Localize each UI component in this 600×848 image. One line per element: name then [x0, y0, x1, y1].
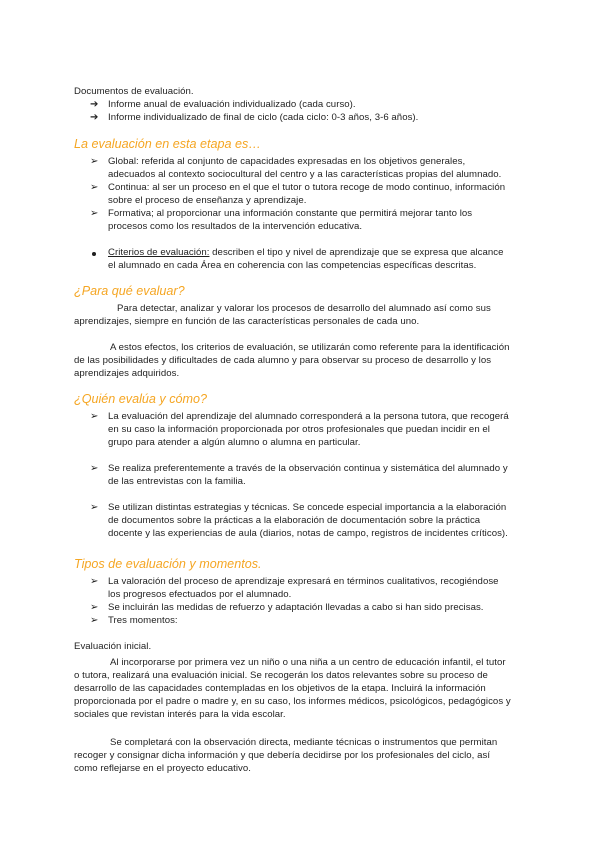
bullet-dot-icon	[92, 252, 96, 256]
list-item-line: docente y las experiencias de aula (diarios, notas de campo, registros de incidentes críticos).	[108, 528, 508, 539]
right-arrow-icon: ➔	[90, 99, 99, 110]
paragraph-line: Para detectar, analizar y valorar los procesos de desarrollo del alumnado así como sus	[117, 303, 491, 314]
triangle-arrow-icon: ➢	[90, 411, 99, 422]
section-heading: ¿Para qué evaluar?	[74, 284, 185, 298]
paragraph-line: aprendizajes adquiridos.	[74, 368, 180, 379]
paragraph-line: aprendizajes, siempre en función de las características personales de cada uno.	[74, 316, 420, 327]
paragraph-line: sociales que revistan interés para la vida escolar.	[74, 709, 286, 720]
list-item-line: Formativa; al proporcionar una información constante que permitirá mejorar tanto los	[108, 208, 473, 219]
paragraph-line: de las posibilidades y dificultades de cada alumno y para observar su proceso de desarrollo y los	[74, 355, 492, 366]
list-item-line: grupo para atender a algún alumno o alumna en particular.	[108, 437, 361, 448]
paragraph-line: Se completará con la observación directa, mediante técnicas o instrumentos que permitan	[110, 737, 498, 748]
criteria-label: Criterios de evaluación:	[108, 247, 210, 258]
list-item-line: de documentos sobre la prácticas a la elaboración de documentación sobre la práctica	[108, 515, 481, 526]
triangle-arrow-icon: ➢	[90, 156, 99, 167]
list-item-line: La evaluación del aprendizaje del alumnado corresponderá a la persona tutora, que recogerá	[108, 411, 509, 422]
subsection-title: Evaluación inicial.	[74, 641, 152, 652]
triangle-arrow-icon: ➢	[90, 502, 99, 513]
triangle-arrow-icon: ➢	[90, 576, 99, 587]
triangle-arrow-icon: ➢	[90, 602, 99, 613]
list-item-line: Se utilizan distintas estrategias y técnicas. Se concede especial importancia a la elaboración	[108, 502, 507, 513]
paragraph-line: como reflejarse en el proyecto educativo.	[74, 763, 251, 774]
paragraph-line: Al incorporarse por primera vez un niño o una niña a un centro de educación infantil, el tutor	[110, 657, 506, 668]
list-item-line: adecuados al contexto sociocultural del centro y a las características propias del alumnado.	[108, 169, 502, 180]
section-heading: ¿Quién evalúa y cómo?	[74, 392, 208, 406]
triangle-arrow-icon: ➢	[90, 208, 99, 219]
triangle-arrow-icon: ➢	[90, 463, 99, 474]
list-item-line: Se realiza preferentemente a través de la observación continua y sistemática del alumnado y	[108, 463, 508, 474]
list-item-line: los progresos efectuados por el alumnado.	[108, 589, 292, 600]
list-item-line: Tres momentos:	[108, 615, 178, 626]
criteria-text: describen el tipo y nivel de aprendizaje que se expresa que alcance	[209, 247, 504, 258]
paragraph-line: desarrollo de las capacidades contempladas en los objetivos de la etapa. Incluirá la información	[74, 683, 486, 694]
docs-item: Informe individualizado de final de ciclo (cada ciclo: 0-3 años, 3-6 años).	[108, 112, 419, 123]
list-item-line: La valoración del proceso de aprendizaje expresará en términos cualitativos, recogiéndose	[108, 576, 499, 587]
list-item-line: el alumnado en cada Área en coherencia con las competencias específicas descritas.	[108, 260, 477, 271]
list-item-line: Se incluirán las medidas de refuerzo y adaptación llevadas a cabo si han sido precisas.	[108, 602, 484, 613]
list-item-line: en su caso la información proporcionada por otros profesionales que puedan incidir en el	[108, 424, 490, 435]
list-item-line: Continua: al ser un proceso en el que el tutor o tutora recoge de modo continuo, información	[108, 182, 506, 193]
paragraph-line: recoger y consignar dicha información y que debería decidirse por los profesionales del ciclo, así	[74, 750, 491, 761]
triangle-arrow-icon: ➢	[90, 615, 99, 626]
section-heading: Tipos de evaluación y momentos.	[74, 557, 262, 571]
list-item-line: Global: referida al conjunto de capacidades expresadas en los objetivos generales,	[108, 156, 466, 167]
list-item-line: procesos como los resultados de la intervención educativa.	[108, 221, 363, 232]
list-item-line: de las entrevistas con la familia.	[108, 476, 246, 487]
docs-item: Informe anual de evaluación individualizado (cada curso).	[108, 99, 356, 110]
list-item-line	[108, 246, 504, 259]
paragraph-line: o tutora, realizará una evaluación inicial. Se recogerán los datos relevantes sobre su proceso de	[74, 670, 488, 681]
paragraph-line: proporcionada por el padre o madre y, en su caso, los informes médicos, psicológicos, pedagógicos y	[74, 696, 511, 707]
paragraph-line: A estos efectos, los criterios de evaluación, se utilizarán como referente para la identificación	[110, 342, 510, 353]
section-heading: La evaluación en esta etapa es…	[74, 137, 261, 151]
right-arrow-icon: ➔	[90, 112, 99, 123]
triangle-arrow-icon: ➢	[90, 182, 99, 193]
list-item-line: sobre el proceso de enseñanza y aprendizaje.	[108, 195, 307, 206]
docs-title: Documentos de evaluación.	[74, 86, 194, 97]
